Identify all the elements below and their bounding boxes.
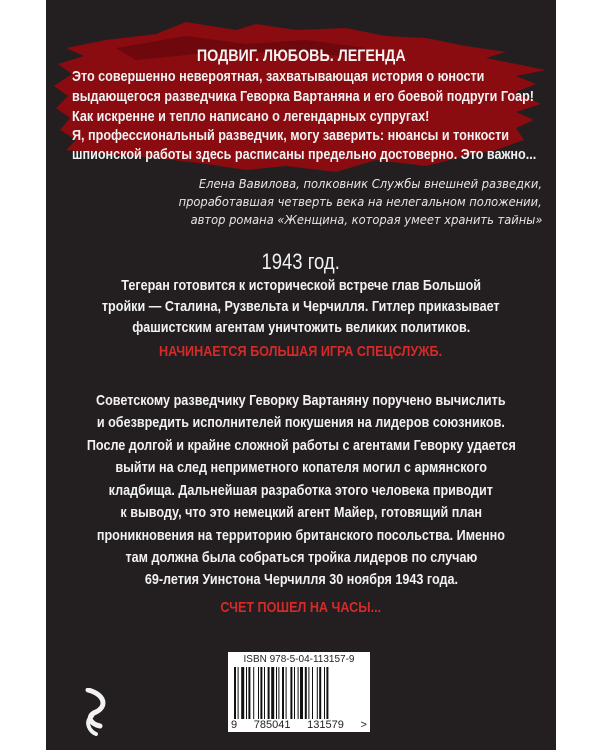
story-tagline: СЧЕТ ПОШЕЛ НА ЧАСЫ... (220, 599, 382, 616)
story-line: и обезвредить исполнителей покушения на лидеров союзников. (96, 414, 506, 431)
story-line: к выводу, что это немецкий агент Майер, готовящий план (120, 504, 482, 521)
blurb-heading: ПОДВИГ. ЛЮБОВЬ. ЛЕГЕНДА (196, 46, 406, 65)
story-line: Советскому разведчику Геворку Вартаняну поручено вычислить (96, 392, 506, 409)
barcode-digit: 785041 (253, 719, 291, 731)
attribution-line: проработавшая четверть века на нелегальном положении, (178, 194, 542, 209)
intro-tagline: НАЧИНАЕТСЯ БОЛЬШАЯ ИГРА СПЕЦСЛУЖБ. (159, 343, 443, 360)
barcode-digit: > (360, 719, 367, 731)
quote-line: шпионской работы здесь расписаны предельно достоверно. Это важно... (72, 146, 537, 163)
isbn-text: ISBN 978-5-04-113157-9 (243, 654, 355, 665)
quote-line: Это совершенно невероятная, захватывающая история о юности (72, 68, 485, 85)
story-line: После долгой и крайне сложной работы с агентами Геворку удается (86, 437, 516, 454)
barcode-digit: 9 (231, 719, 238, 731)
quote-line: выдающегося разведчика Геворка Вартаняна и его боевой подруги Гоар! (72, 88, 534, 105)
story-line: проникновения на территорию британского посольства. Именно (96, 527, 506, 544)
year-heading: 1943 год. (261, 249, 341, 274)
isbn-barcode (228, 652, 370, 732)
attribution-line: автор романа «Женщина, которая умеет хранить тайны» (190, 212, 542, 227)
attribution-line: Елена Вавилова, полковник Службы внешней разведки, (198, 176, 542, 191)
barcode-digit: 131579 (307, 719, 344, 731)
story-line: кладбища. Дальнейшая разработка этого человека приводит (108, 482, 494, 499)
intro-line: тройки — Сталина, Рузвельта и Черчилля. Гитлер приказывает (102, 298, 500, 315)
story-line: 69-летия Уинстона Черчилля 30 ноября 1943 года. (144, 571, 458, 588)
story-line: выйти на след неприметного копателя могил с армянского (115, 459, 487, 476)
quote-line: Я, профессиональный разведчик, могу заверить: нюансы и тонкости (72, 127, 510, 144)
barcode-bars (234, 667, 364, 719)
intro-line: фашистским агентам уничтожить великих политиков. (131, 319, 470, 336)
quote-line: Как искренне и тепло написано о легендарных супругах! (72, 108, 430, 125)
intro-line: Тегеран готовится к исторической встрече глав Большой (121, 277, 481, 294)
back-cover (46, 0, 556, 750)
eksmo-logo-icon (82, 688, 112, 736)
story-line: там должна была собраться тройка лидеров по случаю (125, 549, 477, 566)
